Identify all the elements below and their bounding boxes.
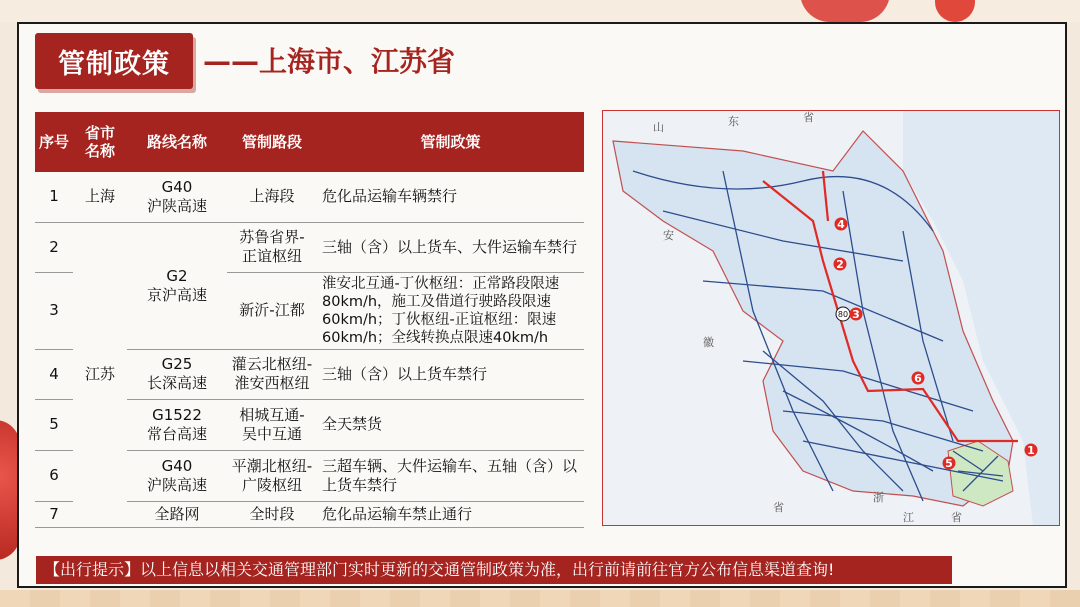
cell-policy: 三超车辆、大件运输车、五轴（含）以上货车禁行 <box>317 450 584 501</box>
svg-text:东: 东 <box>728 115 739 128</box>
bottom-pattern <box>0 590 1080 607</box>
table-header-row <box>35 112 584 172</box>
col-header-province: 省市名称 <box>73 112 127 172</box>
cell-province: 江苏 <box>73 222 127 527</box>
svg-text:省: 省 <box>951 511 962 524</box>
table-row <box>35 172 584 222</box>
svg-text:1: 1 <box>1027 444 1035 457</box>
col-header-policy: 管制政策 <box>317 112 584 172</box>
policy-table <box>35 112 584 528</box>
cell-no: 6 <box>35 450 73 501</box>
cell-section: 灌云北枢纽- 淮安西枢纽 <box>227 349 317 399</box>
svg-text:江: 江 <box>903 511 914 524</box>
cell-route: G40 沪陕高速 <box>127 172 227 222</box>
top-band <box>0 0 1080 22</box>
svg-text:4: 4 <box>837 218 845 231</box>
label-zhejiang: 浙 <box>873 491 884 504</box>
title-badge <box>35 33 193 89</box>
table-row <box>35 222 584 272</box>
label-shandong: 山 <box>653 121 664 134</box>
cell-no: 3 <box>35 272 73 349</box>
cell-section: 苏鲁省界- 正谊枢纽 <box>227 222 317 272</box>
cell-policy: 全天禁货 <box>317 399 584 450</box>
cell-no: 1 <box>35 172 73 222</box>
map-svg <box>603 111 1059 525</box>
traffic-map <box>602 110 1060 526</box>
cell-policy: 危化品运输车禁止通行 <box>317 501 584 527</box>
svg-text:3: 3 <box>852 308 860 321</box>
page-subtitle: ——上海市、江苏省 <box>203 45 456 78</box>
cell-route: 全路网 <box>127 501 227 527</box>
cell-no: 5 <box>35 399 73 450</box>
svg-text:2: 2 <box>836 258 844 271</box>
col-header-section: 管制路段 <box>227 112 317 172</box>
cell-no: 7 <box>35 501 73 527</box>
cell-section: 全时段 <box>227 501 317 527</box>
svg-text:6: 6 <box>914 372 922 385</box>
cell-policy: 三轴（含）以上货车、大件运输车禁行 <box>317 222 584 272</box>
col-header-no: 序号 <box>35 112 73 172</box>
svg-text:徽: 徽 <box>703 336 714 349</box>
cell-province: 上海 <box>73 172 127 222</box>
cell-route: G1522 常台高速 <box>127 399 227 450</box>
svg-text:省: 省 <box>773 501 784 514</box>
cell-policy: 三轴（含）以上货车禁行 <box>317 349 584 399</box>
cell-route: G25 长深高速 <box>127 349 227 399</box>
cell-no: 2 <box>35 222 73 272</box>
cell-section: 平潮北枢纽- 广陵枢纽 <box>227 450 317 501</box>
svg-text:省: 省 <box>803 111 814 124</box>
travel-tip-banner: 【出行提示】以上信息以相关交通管理部门实时更新的交通管制政策为准，出行前请前往官方公布信息渠道查询! <box>36 556 952 584</box>
cell-section: 上海段 <box>227 172 317 222</box>
cell-section: 相城互通- 吴中互通 <box>227 399 317 450</box>
svg-text:5: 5 <box>945 457 953 470</box>
label-anhui: 安 <box>663 229 674 242</box>
g2-shield-label: 80 <box>837 310 849 319</box>
col-header-route: 路线名称 <box>127 112 227 172</box>
cell-section: 新沂-江都 <box>227 272 317 349</box>
cell-policy: 危化品运输车辆禁行 <box>317 172 584 222</box>
cell-policy: 淮安北互通-丁伙枢纽：正常路段限速80km/h，施工及借道行驶路段限速60km/h；丁伙枢纽-正谊枢纽：限速60km/h；全线转换点限速40km/h <box>317 272 584 349</box>
cell-route: G40 沪陕高速 <box>127 450 227 501</box>
cell-route: G2 京沪高速 <box>127 222 227 349</box>
page-title: 管制政策 <box>58 48 170 80</box>
cell-no: 4 <box>35 349 73 399</box>
